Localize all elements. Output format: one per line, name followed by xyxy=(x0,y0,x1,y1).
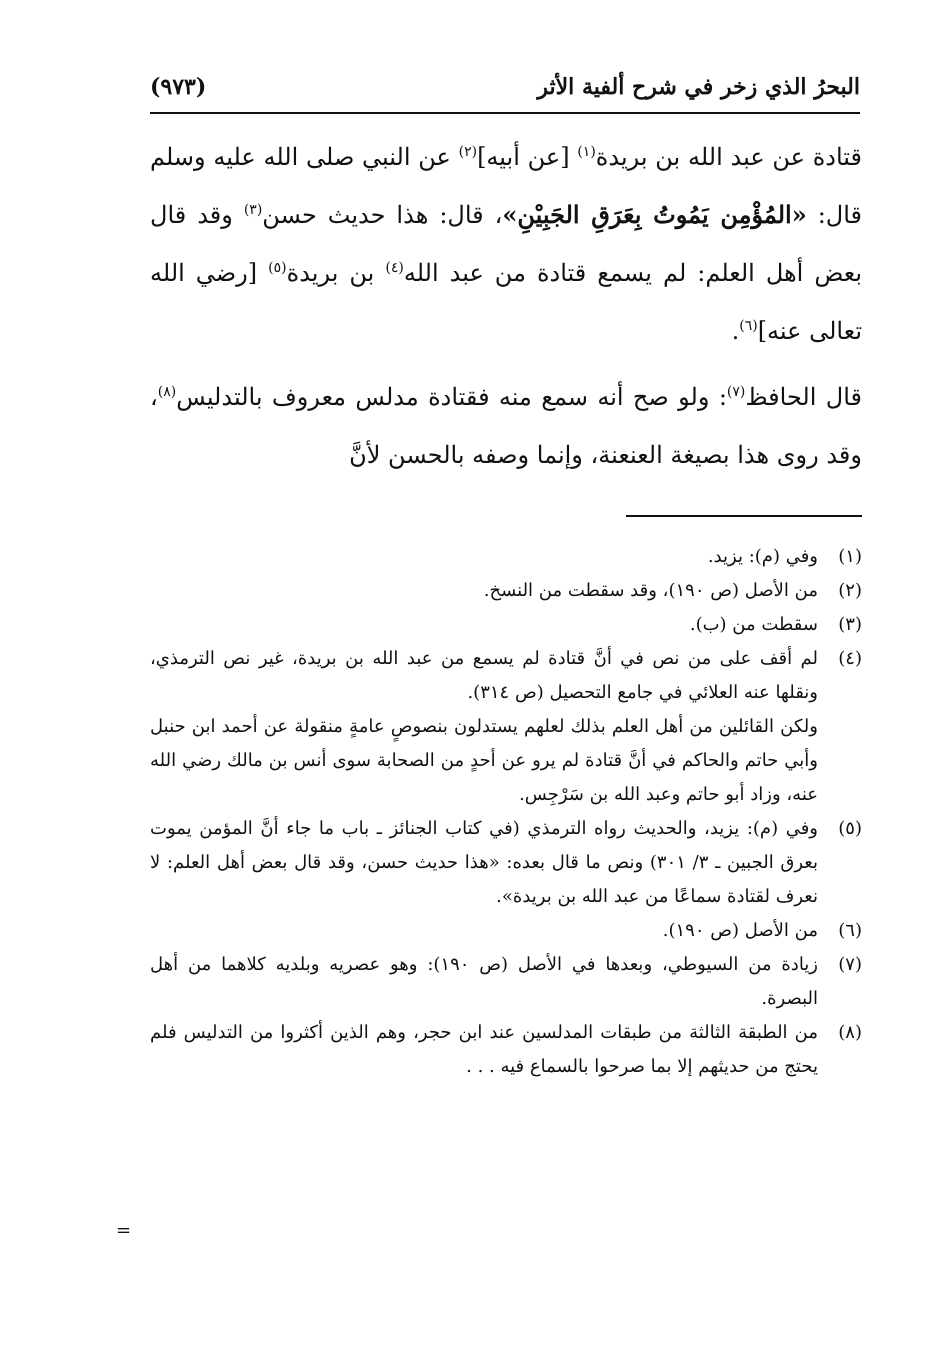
hadith-quote: «المُؤْمِن يَمُوتُ بِعَرَقِ الجَبِيْنِ» xyxy=(502,200,807,229)
paragraph-1: قتادة عن عبد الله بن بريدة$^{(١)}$ [عن أبيه]$^{(٢)}$ عن النبي صلى الله عليه وسلم قال: «المُؤْمِن يَمُوتُ بِعَرَقِ الجَبِيْنِ»، قال: هذا حديث حسن$^{(٣)}$ وقد قال بعض أهل العلم: لم يسمع قتادة من عبد الله$^{(٤)}$ بن بريدة$^{(٥)}$ [رضي الله تعالى عنه]$^{(٦)}$. xyxy=(150,143,863,345)
footnote-ref-2[interactable]: (٢) xyxy=(458,144,478,160)
footnote-number: (٧) xyxy=(838,954,862,975)
footnote-number: (٣) xyxy=(838,614,862,635)
footnote-ref-5[interactable]: (٥) xyxy=(268,260,287,276)
page-number: (٩٧٣) xyxy=(150,74,207,100)
paragraph-2: قال الحافظ$^{(٧)}$: ولو صح أنه سمع منه فقتادة مدلس معروف بالتدليس$^{(٨)}$، وقد روى هذا بصيغة العنعنة، وإنما وصفه بالحسن لأنَّ xyxy=(150,383,862,469)
footnote-6 xyxy=(150,914,862,948)
running-header xyxy=(150,68,860,114)
footnote-5 xyxy=(150,812,862,914)
footnote-text: من الأصل (ص ١٩٠)، وقد سقطت من النسخ. xyxy=(483,580,818,601)
footnote-separator xyxy=(626,515,862,517)
footnote-number: (٨) xyxy=(838,1022,862,1043)
footnote-ref-4[interactable]: (٤) xyxy=(385,260,404,276)
continuation-mark: = xyxy=(116,1220,132,1241)
footnote-text: من الطبقة الثالثة من طبقات المدلسين عند ابن حجر، وهم الذين أكثروا من التدليس فلم يحتج من حديثهم إلا بما صرحوا بالسماع فيه . . . xyxy=(150,1022,818,1077)
footnote-text: وفي (م): يزيد. xyxy=(707,546,818,567)
footnote-number: (٤) xyxy=(838,648,862,669)
main-text xyxy=(150,128,862,484)
book-title: البحرُ الذي زخر في شرح ألفية الأثر xyxy=(537,74,860,100)
footnote-ref-3[interactable]: (٣) xyxy=(243,202,263,218)
footnote-7 xyxy=(150,948,862,1016)
footnote-ref-6[interactable]: (٦) xyxy=(739,318,758,334)
footnote-1 xyxy=(150,540,862,574)
footnote-8 xyxy=(150,1016,862,1084)
footnote-text: سقطت من (ب). xyxy=(689,614,818,635)
footnote-3 xyxy=(150,608,862,642)
footnote-4 xyxy=(150,642,862,812)
footnote-number: (١) xyxy=(838,546,862,567)
footnote-ref-8[interactable]: (٨) xyxy=(157,384,177,400)
footnotes xyxy=(150,540,862,1084)
footnote-text: من الأصل (ص ١٩٠). xyxy=(662,920,818,941)
footnote-ref-7[interactable]: (٧) xyxy=(726,384,746,400)
footnote-text: وفي (م): يزيد، والحديث رواه الترمذي (في كتاب الجنائز ـ باب ما جاء أنَّ المؤمن يموت بعرق الجبين ـ ٣/ ٣٠١) ونص ما قال بعده: «هذا حديث حسن، وقد قال بعض أهل العلم: لا نعرف لقتادة سماعًا من عبد الله بن بريدة». xyxy=(150,818,819,907)
footnote-number: (٥) xyxy=(838,818,862,839)
footnote-ref-1[interactable]: (١) xyxy=(577,144,596,160)
footnote-text: زيادة من السيوطي، وبعدها في الأصل (ص ١٩٠): وهو عصريه وبلديه كلاهما من أهل البصرة. xyxy=(150,954,819,1009)
footnote-number: (٢) xyxy=(838,580,862,601)
footnote-2 xyxy=(150,574,862,608)
footnote-text: ولكن القائلين من أهل العلم بذلك لعلهم يستدلون بنصوصٍ عامةٍ منقولة عن أحمد ابن حنبل وأبي حاتم والحاكم في أنَّ قتادة لم يرو عن أحدٍ من الصحابة سوى أنس بن مالك رضي الله عنه، وزاد أبو حاتم وعبد الله بن سَرْجِس. xyxy=(150,716,818,805)
footnote-text: لم أقف على من نص في أنَّ قتادة لم يسمع من عبد الله بن بريدة، غير نص الترمذي، ونقلها عنه العلائي في جامع التحصيل (ص ٣١٤). xyxy=(150,648,818,703)
footnote-number: (٦) xyxy=(838,920,862,941)
